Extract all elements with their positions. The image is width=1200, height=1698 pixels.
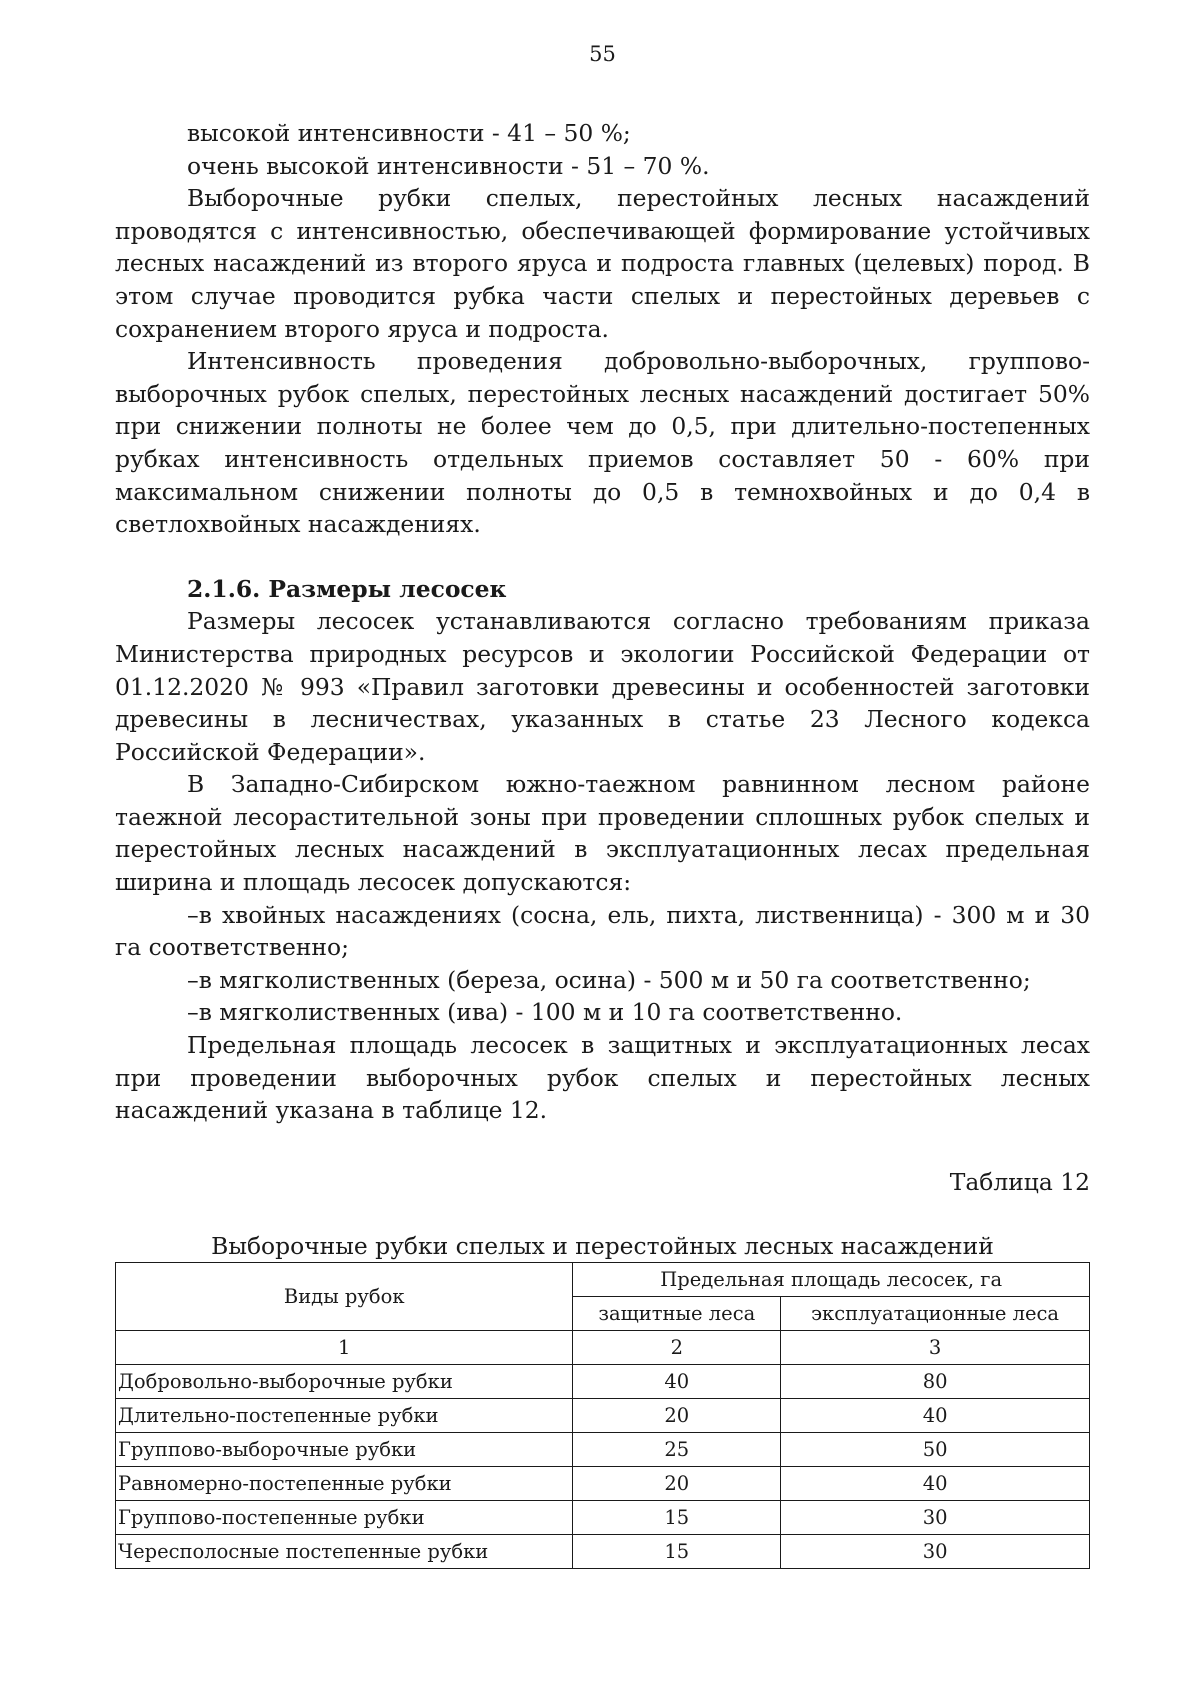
header-area-limit: Предельная площадь лесосек, га xyxy=(573,1263,1090,1297)
table-label: Таблица 12 xyxy=(949,1168,1090,1196)
paragraph: Размеры лесосек устанавливаются согласно требованиям приказа Министерства природных ресурсов и экологии Российской Федерации от 01.12.2020 № 993 «Правил заготовки древесины и особенностей заготовки древесины в лесничествах, указанных в статье 23 Лесного кодекса Российской Федерации». xyxy=(115,607,1090,766)
table-column-numbers-row xyxy=(116,1331,1090,1365)
dash-item-text: в хвойных насаждениях (сосна, ель, пихта, лиственница) - 300 м и 30 га соответственно; xyxy=(115,900,1090,962)
protective-value-cell: 15 xyxy=(573,1501,781,1535)
intro-line: высокой интенсивности - 41 – 50 %; xyxy=(187,119,631,147)
exploitation-value-cell: 30 xyxy=(781,1501,1090,1535)
cutting-table xyxy=(115,1262,1090,1569)
dash-item-text: в мягколиственных (ива) - 100 м и 10 га соответственно. xyxy=(198,998,903,1027)
cutting-type-cell: Группово-постепенные рубки xyxy=(116,1501,573,1535)
protective-value-cell: 25 xyxy=(573,1433,781,1467)
dash-marker: – xyxy=(187,965,199,994)
table-row xyxy=(116,1433,1090,1467)
dash-marker: – xyxy=(187,998,199,1027)
cutting-type-cell: Чересполосные постепенные рубки xyxy=(116,1535,573,1569)
dash-list-item xyxy=(115,996,1090,1029)
paragraph: Предельная площадь лесосек в защитных и эксплуатационных лесах при проведении выборочных рубок спелых и перестойных лесных насаждений указана в таблице 12. xyxy=(115,1031,1090,1125)
protective-value-cell: 20 xyxy=(573,1467,781,1501)
dash-list-item xyxy=(115,964,1090,997)
paragraph: Интенсивность проведения добровольно-выборочных, группово-выборочных рубок спелых, перестойных лесных насаждений достигает 50% при снижении полноты не более чем до 0,5, при длительно-постепенных рубках интенсивность отдельных приемов составляет 50 - 60% при максимальном снижении полноты до 0,5 в темнохвойных и до 0,4 в светлохвойных насаждениях. xyxy=(115,347,1090,539)
exploitation-value-cell: 50 xyxy=(781,1433,1090,1467)
cutting-type-cell: Добровольно-выборочные рубки xyxy=(116,1365,573,1399)
table-row xyxy=(116,1467,1090,1501)
page-number: 55 xyxy=(589,42,616,66)
header-protective-forests: защитные леса xyxy=(573,1297,781,1331)
document-body xyxy=(115,117,1090,1127)
table-title: Выборочные рубки спелых и перестойных лесных насаждений xyxy=(211,1232,994,1260)
cutting-type-cell: Длительно-постепенные рубки xyxy=(116,1399,573,1433)
paragraph: Выборочные рубки спелых, перестойных лесных насаждений проводятся с интенсивностью, обеспечивающей формирование устойчивых лесных насаждений из второго яруса и подроста главных (целевых) пород. В этом случае проводится рубка части спелых и перестойных деревьев с сохранением второго яруса и подроста. xyxy=(115,184,1090,343)
header-exploitation-forests: эксплуатационные леса xyxy=(781,1297,1090,1331)
dash-item-text: в мягколиственных (береза, осина) - 500 м и 50 га соответственно; xyxy=(198,965,1031,994)
exploitation-value-cell: 80 xyxy=(781,1365,1090,1399)
exploitation-value-cell: 40 xyxy=(781,1399,1090,1433)
cutting-type-cell: Равномерно-постепенные рубки xyxy=(116,1467,573,1501)
section-heading: 2.1.6. Размеры лесосек xyxy=(187,574,507,603)
intro-line: очень высокой интенсивности - 51 – 70 %. xyxy=(187,151,710,180)
table-row xyxy=(116,1365,1090,1399)
paragraph: В Западно-Сибирском южно-таежном равнинном лесном районе таежной лесорастительной зоны при проведении сплошных рубок спелых и перестойных лесных насаждений в эксплуатационных лесах предельная ширина и площадь лесосек допускаются: xyxy=(115,770,1090,897)
protective-value-cell: 40 xyxy=(573,1365,781,1399)
dash-list-item xyxy=(115,899,1090,964)
document-page xyxy=(115,0,1090,1698)
table-row xyxy=(116,1399,1090,1433)
cutting-type-cell: Группово-выборочные рубки xyxy=(116,1433,573,1467)
protective-value-cell: 20 xyxy=(573,1399,781,1433)
exploitation-value-cell: 30 xyxy=(781,1535,1090,1569)
table-row xyxy=(116,1535,1090,1569)
exploitation-value-cell: 40 xyxy=(781,1467,1090,1501)
column-number: 3 xyxy=(781,1331,1090,1365)
dash-marker: – xyxy=(187,900,199,929)
column-number: 1 xyxy=(116,1331,573,1365)
table-row xyxy=(116,1501,1090,1535)
protective-value-cell: 15 xyxy=(573,1535,781,1569)
header-cutting-type: Виды рубок xyxy=(116,1263,573,1331)
table-header-row xyxy=(116,1263,1090,1297)
column-number: 2 xyxy=(573,1331,781,1365)
